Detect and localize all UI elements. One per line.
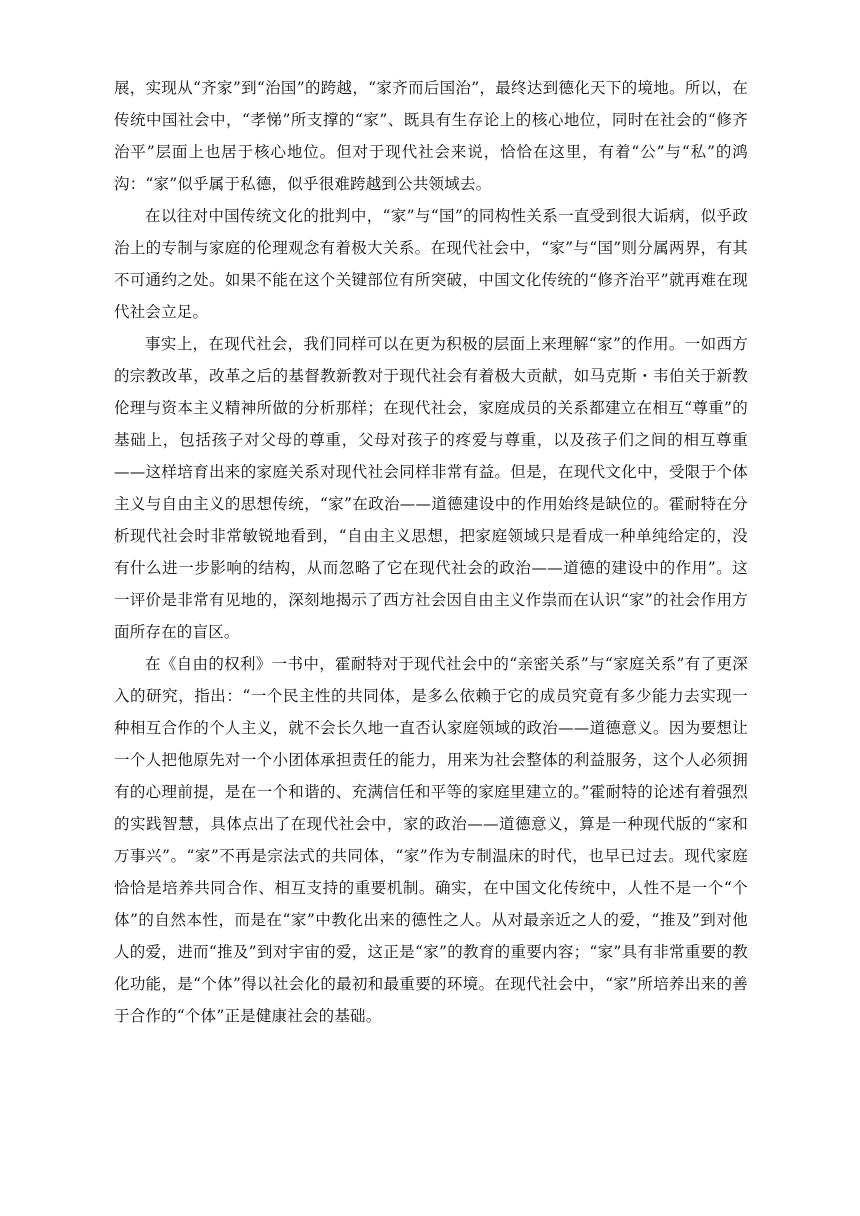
paragraph-4: 在《自由的权利》一书中，霍耐特对于现代社会中的“亲密关系”与“家庭关系”有了更深入的研究，指出：“一个民主性的共同体，是多么依赖于它的成员究竟有多少能力去实现一种相互合作的个人主义，就不会长久地一直否认家庭领域的政治——道德意义。因为要想让一个人把他原先对一个小团体承担责任的能力，用来为社会整体的利益服务，这个人必须拥有的心理前提，是在一个和谐的、充满信任和平等的家庭里建立的。”霍耐特的论述有着强烈的实践智慧，具体点出了在现代社会中，家的政治——道德意义，算是一种现代版的“家和万事兴”。“家”不再是宗法式的共同体，“家”作为专制温床的时代，也早已过去。现代家庭恰恰是培养共同合作、相互支持的重要机制。确实，在中国文化传统中，人性不是一个“个体”的自然本性，而是在“家”中教化出来的德性之人。从对最亲近之人的爱，“推及”到对他人的爱，进而“推及”到对宇宙的爱，这正是“家”的教育的重要内容；“家”具有非常重要的教化功能，是“个体”得以社会化的最初和最重要的环境。在现代社会中，“家”所培养出来的善于合作的“个体”正是健康社会的基础。 xyxy=(114,655,748,1025)
document-body xyxy=(114,72,748,1032)
paragraph-2: 在以往对中国传统文化的批判中，“家”与“国”的同构性关系一直受到很大诟病，似乎政治上的专制与家庭的伦理观念有着极大关系。在现代社会中，“家”与“国”则分属两界，有其不可通约之处。如果不能在这个关键部位有所突破，中国文化传统的“修齐治平”就再难在现代社会立足。 xyxy=(114,207,748,321)
paragraph-1: 展，实现从“齐家”到“治国”的跨越，“家齐而后国治”，最终达到德化天下的境地。所以，在传统中国社会中，“孝悌”所支撑的“家”、既具有生存论上的核心地位，同时在社会的“修齐治平”层面上也居于核心地位。但对于现代社会来说，恰恰在这里，有着“公”与“私”的鸿沟：“家”似乎属于私德，似乎很难跨越到公共领域去。 xyxy=(114,79,748,193)
paragraph-3: 事实上，在现代社会，我们同样可以在更为积极的层面上来理解“家”的作用。一如西方的宗教改革，改革之后的基督教新教对于现代社会有着极大贡献，如马克斯・韦伯关于新教伦理与资本主义精神所做的分析那样；在现代社会，家庭成员的关系都建立在相互“尊重”的基础上，包括孩子对父母的尊重，父母对孩子的疼爱与尊重，以及孩子们之间的相互尊重——这样培育出来的家庭关系对现代社会同样非常有益。但是，在现代文化中，受限于个体主义与自由主义的思想传统，“家”在政治——道德建设中的作用始终是缺位的。霍耐特在分析现代社会时非常敏锐地看到，“自由主义思想，把家庭领域只是看成一种单纯给定的，没有什么进一步影响的结构，从而忽略了它在现代社会的政治——道德的建设中的作用”。这一评价是非常有见地的，深刻地揭示了西方社会因自由主义作祟而在认识“家”的社会作用方面所存在的盲区。 xyxy=(114,335,748,641)
